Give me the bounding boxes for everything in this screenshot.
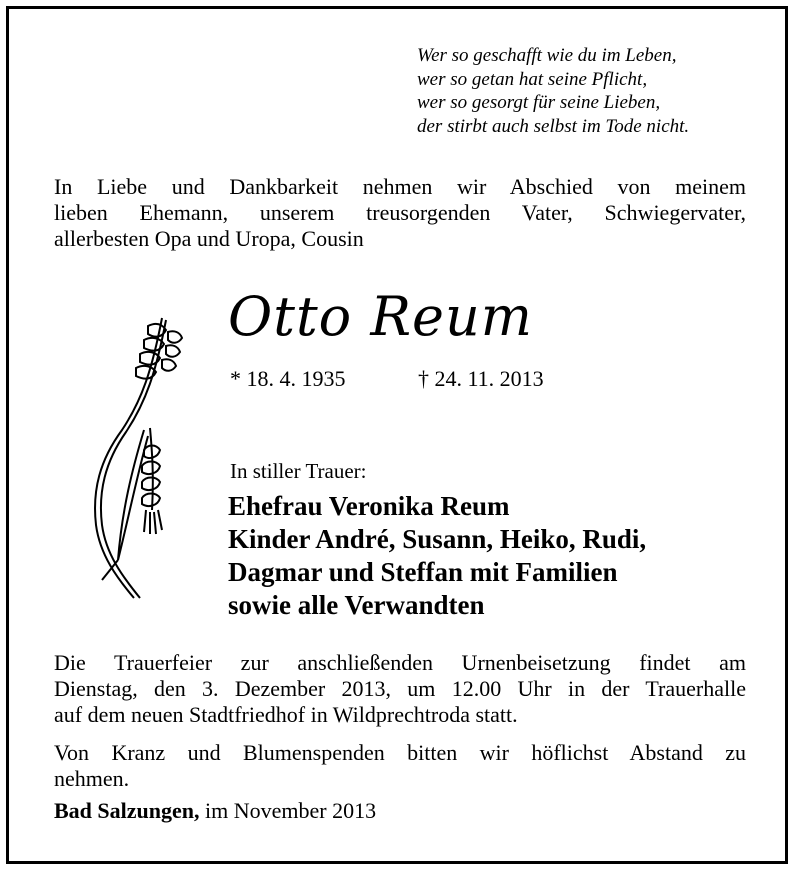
wheat-ear-icon	[82, 310, 192, 600]
signoff-place: Bad Salzungen,	[54, 798, 200, 823]
mourner-line: Kinder André, Susann, Heiko, Rudi,	[228, 524, 647, 554]
funeral-line: Die Trauerfeier zur anschließenden Urnenbeisetzung findet am	[54, 650, 746, 675]
mourner-line: Dagmar und Steffan mit Familien	[228, 557, 618, 587]
poem-line: wer so getan hat seine Pflicht,	[417, 68, 648, 90]
birth-date: * 18. 4. 1935	[230, 366, 346, 391]
mourners-list	[228, 490, 646, 622]
wreath-note	[54, 740, 746, 792]
funeral-line: Dienstag, den 3. Dezember 2013, um 12.00 Uhr in der Trauerhalle	[54, 676, 746, 701]
death-date: † 24. 11. 2013	[418, 366, 544, 391]
poem-line: Wer so geschafft wie du im Leben,	[417, 45, 677, 66]
wreath-line: Von Kranz und Blumenspenden bitten wir höflichst Abstand zu	[54, 740, 746, 765]
poem-line: wer so gesorgt für seine Lieben,	[417, 92, 661, 113]
mourner-line: Ehefrau Veronika Reum	[228, 491, 510, 521]
funeral-info	[54, 650, 746, 728]
intro-line: allerbesten Opa und Uropa, Cousin	[54, 226, 364, 251]
poem	[417, 44, 777, 138]
poem-line: der stirbt auch selbst im Tode nicht.	[417, 115, 690, 137]
life-dates	[230, 366, 544, 392]
intro-line: lieben Ehemann, unserem treusorgenden Vater, Schwiegervater,	[54, 200, 746, 225]
mourning-heading: In stiller Trauer:	[230, 459, 367, 483]
wreath-line: nehmen.	[54, 766, 130, 791]
signoff	[54, 798, 376, 824]
deceased-name: Otto Reum	[228, 285, 533, 348]
funeral-line: auf dem neuen Stadtfriedhof in Wildprechtroda statt.	[54, 702, 518, 727]
intro-text	[54, 174, 746, 252]
intro-line: In Liebe und Dankbarkeit nehmen wir Abschied von meinem	[54, 174, 746, 199]
signoff-date: im November 2013	[199, 798, 377, 823]
mourner-line: sowie alle Verwandten	[228, 590, 485, 620]
